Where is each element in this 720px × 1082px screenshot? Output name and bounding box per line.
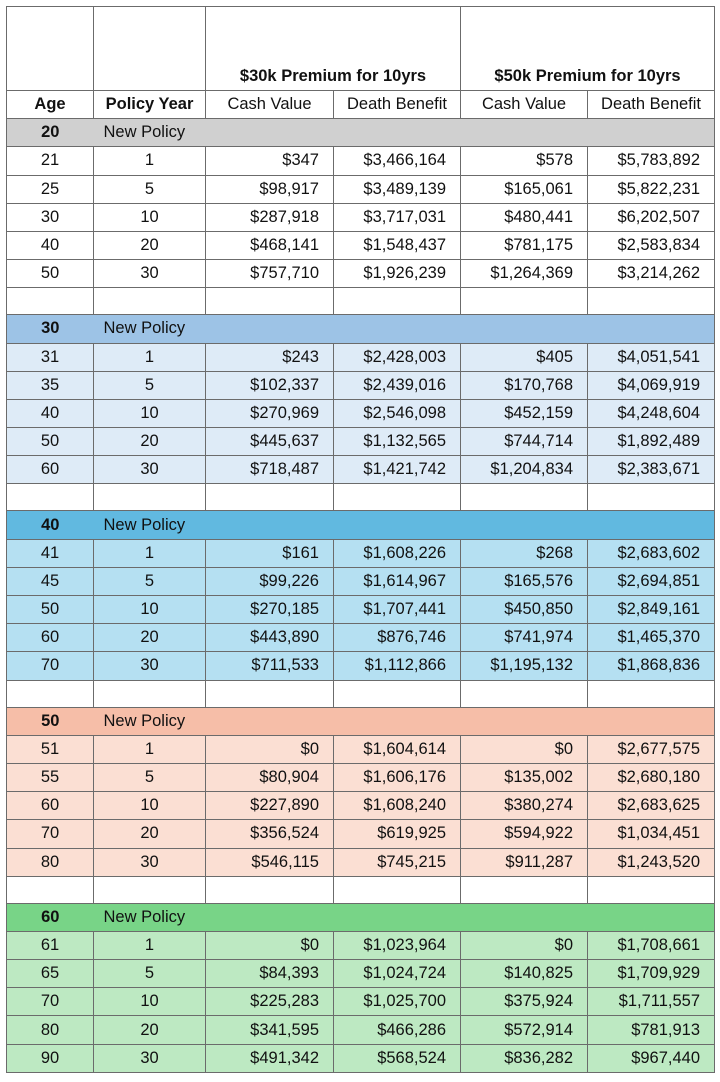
- cash-value-50k-cell: $781,175: [461, 231, 588, 259]
- table-row: [7, 792, 715, 820]
- death-benefit-50k-cell: $1,034,451: [588, 820, 715, 848]
- age-cell: 31: [7, 343, 94, 371]
- cash-value-30k-cell: $0: [206, 735, 334, 763]
- cash-value-30k-cell: $491,342: [206, 1044, 334, 1072]
- empty-cell: [94, 876, 206, 903]
- cash-value-50k-cell: $405: [461, 343, 588, 371]
- table-row: [7, 624, 715, 652]
- death-benefit-50k-cell: $2,694,851: [588, 567, 715, 595]
- death-benefit-30k-cell: $1,024,724: [334, 960, 461, 988]
- policy-table: [6, 6, 715, 1073]
- death-benefit-50k-cell: $1,868,836: [588, 652, 715, 680]
- cash-value-50k-cell: $741,974: [461, 624, 588, 652]
- empty-cell: [206, 680, 334, 707]
- cash-value-50k-cell: $170,768: [461, 371, 588, 399]
- age-cell: 35: [7, 371, 94, 399]
- policy-year-cell: 30: [94, 260, 206, 288]
- empty-cell: [461, 680, 588, 707]
- empty-cell: [206, 484, 334, 511]
- death-benefit-50k-cell: $5,783,892: [588, 147, 715, 175]
- empty-cell: [94, 680, 206, 707]
- age-cell: 40: [7, 231, 94, 259]
- empty-cell: [588, 288, 715, 315]
- table-row: [7, 652, 715, 680]
- death-benefit-30k-cell: $3,489,139: [334, 175, 461, 203]
- cash-value-50k-cell: $165,576: [461, 567, 588, 595]
- age-cell: 41: [7, 539, 94, 567]
- table-row: [7, 931, 715, 959]
- death-benefit-50k-cell: $2,683,602: [588, 539, 715, 567]
- section-age: 50: [7, 707, 94, 735]
- policy-year-cell: 30: [94, 652, 206, 680]
- section-label: New Policy: [94, 511, 715, 539]
- empty-cell: [588, 876, 715, 903]
- policy-year-cell: 30: [94, 1044, 206, 1072]
- cash-value-30k-cell: $270,969: [206, 399, 334, 427]
- death-benefit-30k-cell: $1,604,614: [334, 735, 461, 763]
- policy-year-cell: 5: [94, 960, 206, 988]
- cash-value-30k-cell: $270,185: [206, 596, 334, 624]
- death-benefit-30k-cell: $2,546,098: [334, 399, 461, 427]
- cash-value-50k-cell: $594,922: [461, 820, 588, 848]
- policy-year-cell: 20: [94, 820, 206, 848]
- table-row: [7, 371, 715, 399]
- cash-value-30k-cell: $287,918: [206, 203, 334, 231]
- death-benefit-30k-cell: $1,614,967: [334, 567, 461, 595]
- table-row: [7, 1016, 715, 1044]
- death-benefit-30k-cell: $2,439,016: [334, 371, 461, 399]
- policy-year-cell: 1: [94, 735, 206, 763]
- cash-value-30k-cell: $84,393: [206, 960, 334, 988]
- cash-value-30k-cell: $0: [206, 931, 334, 959]
- policy-year-cell: 5: [94, 371, 206, 399]
- policy-year-cell: 10: [94, 596, 206, 624]
- cash-value-50k-cell: $1,204,834: [461, 456, 588, 484]
- section-header-row: [7, 903, 715, 931]
- table-row: [7, 147, 715, 175]
- age-cell: 60: [7, 624, 94, 652]
- cash-value-30k-cell: $243: [206, 343, 334, 371]
- age-cell: 70: [7, 988, 94, 1016]
- table-row: [7, 231, 715, 259]
- age-cell: 70: [7, 652, 94, 680]
- table-row: [7, 960, 715, 988]
- spacer-row: [7, 288, 715, 315]
- death-benefit-50k-cell: $5,822,231: [588, 175, 715, 203]
- table-row: [7, 428, 715, 456]
- death-benefit-30k-cell: $1,421,742: [334, 456, 461, 484]
- spacer-row: [7, 680, 715, 707]
- death-benefit-30k-cell: $1,132,565: [334, 428, 461, 456]
- age-cell: 50: [7, 596, 94, 624]
- cash-value-30k-cell: $356,524: [206, 820, 334, 848]
- table-row: [7, 763, 715, 791]
- death-benefit-30k-cell: $1,606,176: [334, 763, 461, 791]
- cash-value-30k-cell: $546,115: [206, 848, 334, 876]
- death-benefit-50k-cell: $2,383,671: [588, 456, 715, 484]
- cash-value-50k-cell: $911,287: [461, 848, 588, 876]
- cash-value-30k-header: Cash Value: [206, 91, 334, 119]
- empty-cell: [334, 484, 461, 511]
- age-cell: 60: [7, 456, 94, 484]
- age-cell: 25: [7, 175, 94, 203]
- empty-cell: [334, 876, 461, 903]
- policy-year-cell: 30: [94, 456, 206, 484]
- death-benefit-50k-cell: $4,248,604: [588, 399, 715, 427]
- policy-year-cell: 5: [94, 175, 206, 203]
- empty-cell: [461, 484, 588, 511]
- death-benefit-30k-cell: $1,926,239: [334, 260, 461, 288]
- cash-value-30k-cell: $102,337: [206, 371, 334, 399]
- cash-value-30k-cell: $718,487: [206, 456, 334, 484]
- age-column-header: Age: [7, 91, 94, 119]
- cash-value-50k-cell: $744,714: [461, 428, 588, 456]
- policy-year-cell: 5: [94, 567, 206, 595]
- table-row: [7, 203, 715, 231]
- table-row: [7, 735, 715, 763]
- cash-value-50k-cell: $450,850: [461, 596, 588, 624]
- age-cell: 65: [7, 960, 94, 988]
- death-benefit-30k-cell: $619,925: [334, 820, 461, 848]
- policy-year-cell: 1: [94, 147, 206, 175]
- cash-value-50k-cell: $380,274: [461, 792, 588, 820]
- death-benefit-30k-cell: $1,548,437: [334, 231, 461, 259]
- death-benefit-50k-cell: $1,243,520: [588, 848, 715, 876]
- age-cell: 50: [7, 260, 94, 288]
- empty-cell: [7, 288, 94, 315]
- table-row: [7, 399, 715, 427]
- section-label: New Policy: [94, 119, 715, 147]
- death-benefit-30k-cell: $3,717,031: [334, 203, 461, 231]
- death-benefit-30k-cell: $466,286: [334, 1016, 461, 1044]
- table-row: [7, 567, 715, 595]
- policy-year-cell: 1: [94, 343, 206, 371]
- death-benefit-50k-cell: $2,583,834: [588, 231, 715, 259]
- empty-cell: [588, 484, 715, 511]
- death-benefit-50k-cell: $2,849,161: [588, 596, 715, 624]
- age-cell: 21: [7, 147, 94, 175]
- empty-cell: [588, 680, 715, 707]
- empty-cell: [461, 876, 588, 903]
- cash-value-50k-cell: $0: [461, 931, 588, 959]
- table-row: [7, 596, 715, 624]
- table-row: [7, 343, 715, 371]
- section-age: 20: [7, 119, 94, 147]
- cash-value-30k-cell: $341,595: [206, 1016, 334, 1044]
- age-cell: 60: [7, 792, 94, 820]
- section-header-row: [7, 707, 715, 735]
- age-cell: 80: [7, 1016, 94, 1044]
- table-row: [7, 260, 715, 288]
- blank-header-cell: [94, 7, 206, 91]
- death-benefit-30k-cell: $1,025,700: [334, 988, 461, 1016]
- death-benefit-50k-cell: $2,677,575: [588, 735, 715, 763]
- empty-cell: [206, 876, 334, 903]
- premium-50k-header: $50k Premium for 10yrs: [461, 7, 715, 91]
- age-cell: 45: [7, 567, 94, 595]
- table-row: [7, 848, 715, 876]
- death-benefit-50k-header: Death Benefit: [588, 91, 715, 119]
- cash-value-30k-cell: $711,533: [206, 652, 334, 680]
- cash-value-30k-cell: $445,637: [206, 428, 334, 456]
- section-header-row: [7, 119, 715, 147]
- cash-value-50k-cell: $165,061: [461, 175, 588, 203]
- age-cell: 51: [7, 735, 94, 763]
- death-benefit-50k-cell: $1,711,557: [588, 988, 715, 1016]
- table-row: [7, 988, 715, 1016]
- policy-year-cell: 10: [94, 399, 206, 427]
- empty-cell: [94, 288, 206, 315]
- death-benefit-30k-cell: $1,023,964: [334, 931, 461, 959]
- death-benefit-50k-cell: $781,913: [588, 1016, 715, 1044]
- cash-value-50k-cell: $578: [461, 147, 588, 175]
- death-benefit-30k-cell: $1,707,441: [334, 596, 461, 624]
- cash-value-50k-cell: $480,441: [461, 203, 588, 231]
- spacer-row: [7, 484, 715, 511]
- empty-cell: [7, 484, 94, 511]
- cash-value-50k-cell: $1,264,369: [461, 260, 588, 288]
- death-benefit-50k-cell: $1,892,489: [588, 428, 715, 456]
- section-label: New Policy: [94, 903, 715, 931]
- cash-value-50k-cell: $268: [461, 539, 588, 567]
- death-benefit-30k-cell: $3,466,164: [334, 147, 461, 175]
- empty-cell: [206, 288, 334, 315]
- age-cell: 50: [7, 428, 94, 456]
- empty-cell: [334, 680, 461, 707]
- cash-value-30k-cell: $443,890: [206, 624, 334, 652]
- section-label: New Policy: [94, 707, 715, 735]
- policy-year-cell: 20: [94, 624, 206, 652]
- death-benefit-50k-cell: $2,683,625: [588, 792, 715, 820]
- cash-value-50k-cell: $836,282: [461, 1044, 588, 1072]
- section-age: 40: [7, 511, 94, 539]
- table-row: [7, 539, 715, 567]
- table-row: [7, 175, 715, 203]
- death-benefit-50k-cell: $1,709,929: [588, 960, 715, 988]
- cash-value-30k-cell: $468,141: [206, 231, 334, 259]
- death-benefit-30k-cell: $1,112,866: [334, 652, 461, 680]
- age-cell: 90: [7, 1044, 94, 1072]
- empty-cell: [334, 288, 461, 315]
- group-header-row: [7, 7, 715, 91]
- column-header-row: [7, 91, 715, 119]
- cash-value-50k-cell: $1,195,132: [461, 652, 588, 680]
- death-benefit-50k-cell: $4,069,919: [588, 371, 715, 399]
- section-header-row: [7, 511, 715, 539]
- cash-value-30k-cell: $757,710: [206, 260, 334, 288]
- death-benefit-50k-cell: $1,465,370: [588, 624, 715, 652]
- spacer-row: [7, 876, 715, 903]
- policy-year-cell: 10: [94, 203, 206, 231]
- empty-cell: [7, 680, 94, 707]
- death-benefit-30k-cell: $1,608,240: [334, 792, 461, 820]
- table-row: [7, 456, 715, 484]
- blank-header-cell: [7, 7, 94, 91]
- policy-year-cell: 20: [94, 1016, 206, 1044]
- cash-value-50k-header: Cash Value: [461, 91, 588, 119]
- cash-value-30k-cell: $99,226: [206, 567, 334, 595]
- cash-value-50k-cell: $140,825: [461, 960, 588, 988]
- cash-value-50k-cell: $135,002: [461, 763, 588, 791]
- death-benefit-50k-cell: $3,214,262: [588, 260, 715, 288]
- death-benefit-50k-cell: $2,680,180: [588, 763, 715, 791]
- policy-year-cell: 1: [94, 931, 206, 959]
- cash-value-30k-cell: $227,890: [206, 792, 334, 820]
- death-benefit-30k-cell: $876,746: [334, 624, 461, 652]
- death-benefit-30k-cell: $745,215: [334, 848, 461, 876]
- death-benefit-50k-cell: $1,708,661: [588, 931, 715, 959]
- cash-value-30k-cell: $225,283: [206, 988, 334, 1016]
- policy-year-cell: 20: [94, 428, 206, 456]
- death-benefit-50k-cell: $6,202,507: [588, 203, 715, 231]
- cash-value-50k-cell: $375,924: [461, 988, 588, 1016]
- death-benefit-30k-cell: $2,428,003: [334, 343, 461, 371]
- section-header-row: [7, 315, 715, 343]
- table-row: [7, 1044, 715, 1072]
- cash-value-50k-cell: $0: [461, 735, 588, 763]
- cash-value-30k-cell: $98,917: [206, 175, 334, 203]
- policy-table-container: [6, 6, 714, 1073]
- section-age: 30: [7, 315, 94, 343]
- cash-value-30k-cell: $347: [206, 147, 334, 175]
- section-label: New Policy: [94, 315, 715, 343]
- death-benefit-30k-header: Death Benefit: [334, 91, 461, 119]
- age-cell: 40: [7, 399, 94, 427]
- cash-value-30k-cell: $80,904: [206, 763, 334, 791]
- policy-year-cell: 30: [94, 848, 206, 876]
- policy-year-column-header: Policy Year: [94, 91, 206, 119]
- empty-cell: [7, 876, 94, 903]
- table-row: [7, 820, 715, 848]
- death-benefit-50k-cell: $4,051,541: [588, 343, 715, 371]
- cash-value-50k-cell: $572,914: [461, 1016, 588, 1044]
- age-cell: 61: [7, 931, 94, 959]
- policy-year-cell: 20: [94, 231, 206, 259]
- policy-year-cell: 10: [94, 792, 206, 820]
- policy-year-cell: 1: [94, 539, 206, 567]
- empty-cell: [461, 288, 588, 315]
- cash-value-30k-cell: $161: [206, 539, 334, 567]
- death-benefit-50k-cell: $967,440: [588, 1044, 715, 1072]
- death-benefit-30k-cell: $568,524: [334, 1044, 461, 1072]
- age-cell: 70: [7, 820, 94, 848]
- cash-value-50k-cell: $452,159: [461, 399, 588, 427]
- section-age: 60: [7, 903, 94, 931]
- policy-year-cell: 10: [94, 988, 206, 1016]
- premium-30k-header: $30k Premium for 10yrs: [206, 7, 461, 91]
- death-benefit-30k-cell: $1,608,226: [334, 539, 461, 567]
- age-cell: 55: [7, 763, 94, 791]
- policy-year-cell: 5: [94, 763, 206, 791]
- age-cell: 80: [7, 848, 94, 876]
- empty-cell: [94, 484, 206, 511]
- age-cell: 30: [7, 203, 94, 231]
